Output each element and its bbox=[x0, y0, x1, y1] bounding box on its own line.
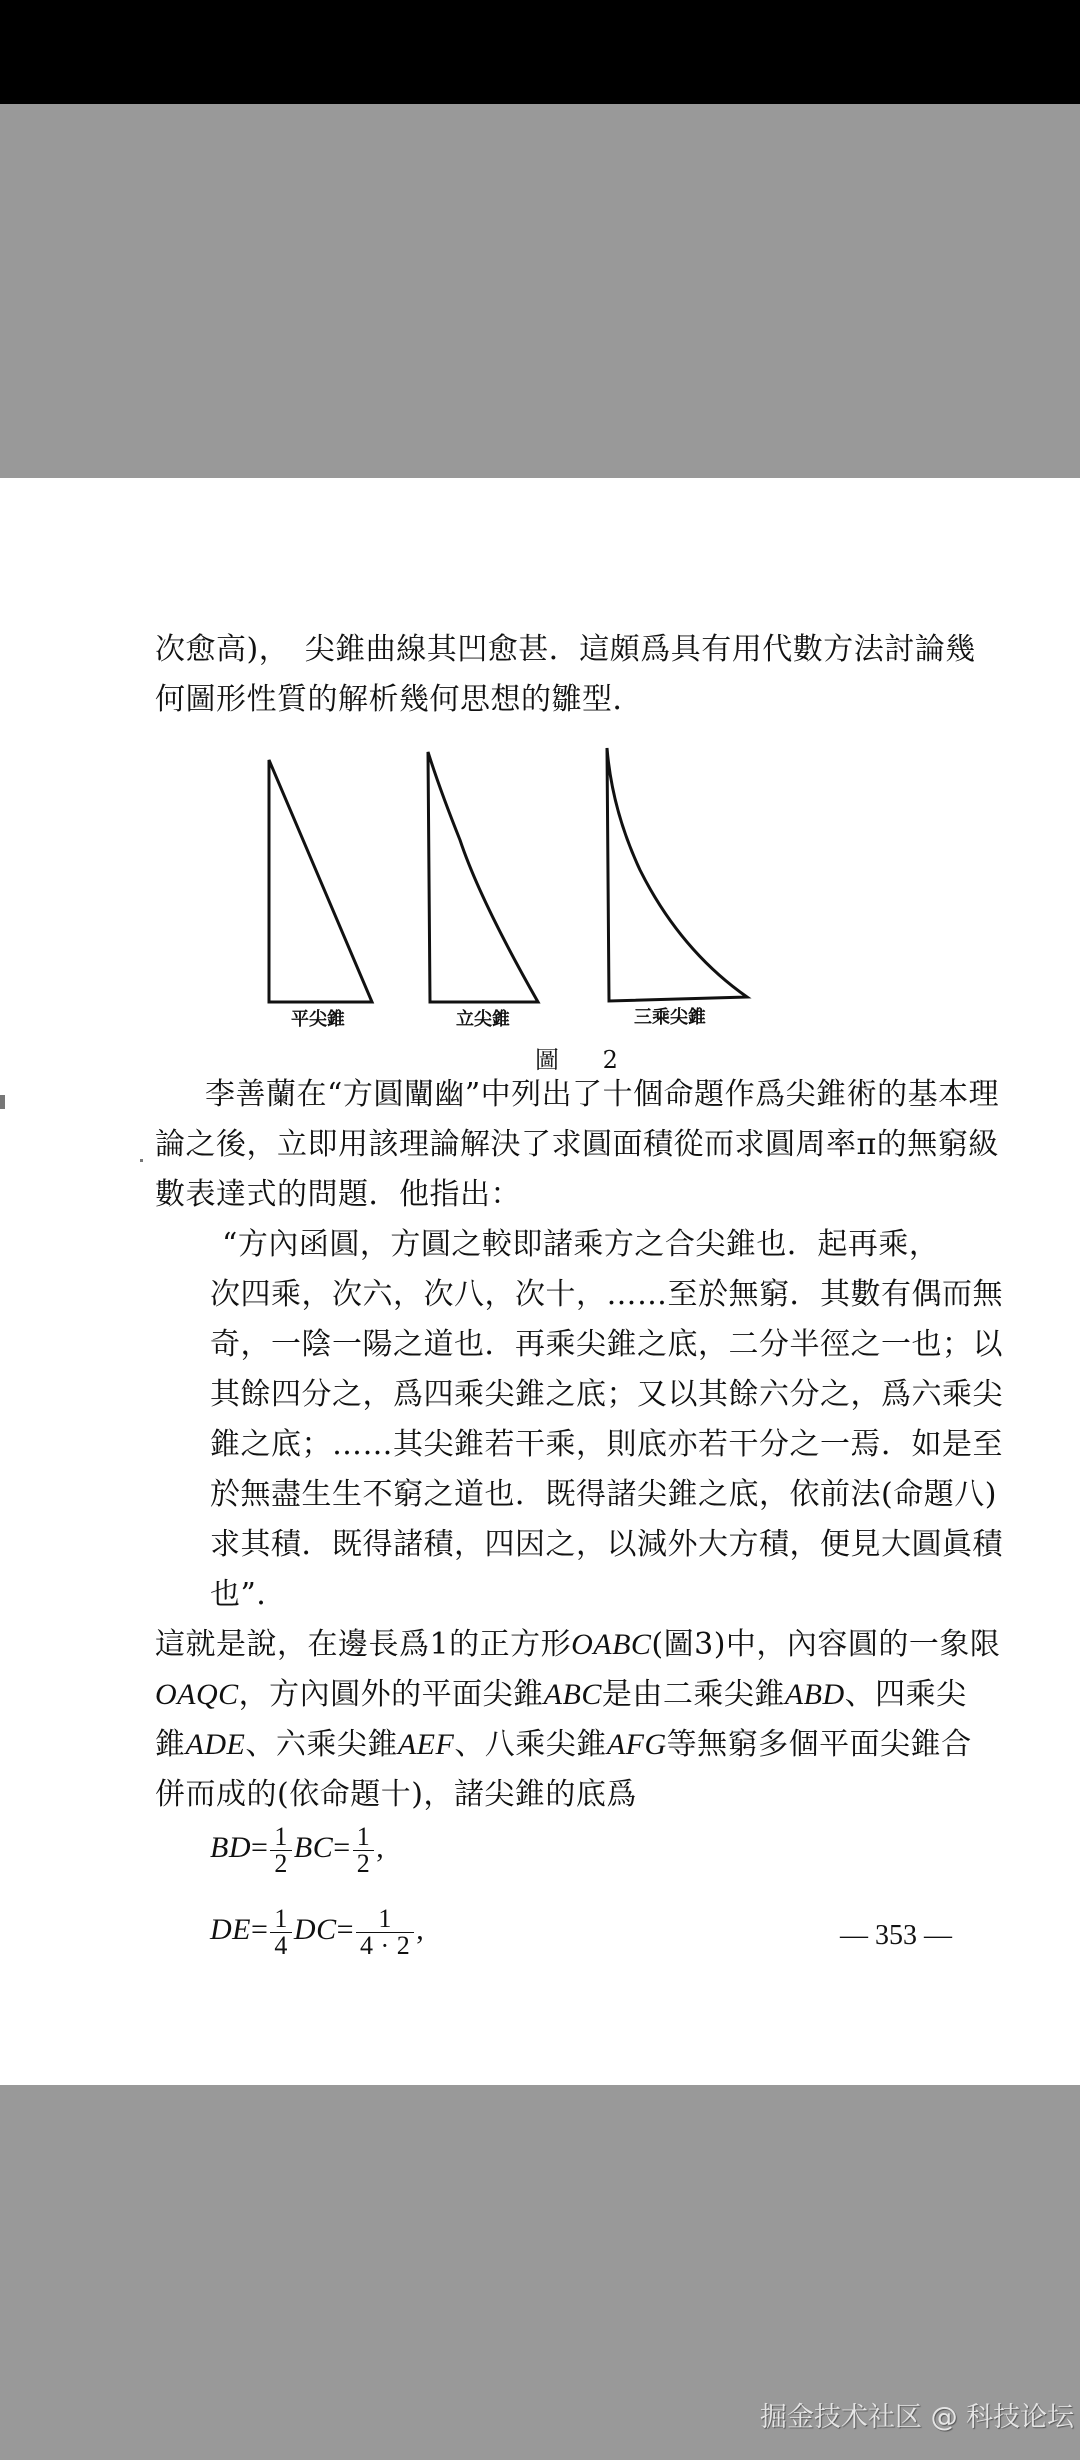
status-bar bbox=[0, 0, 1080, 104]
flat-cone-shape bbox=[269, 760, 372, 1002]
denominator: 4 · 2 bbox=[360, 1930, 411, 1960]
quote-line-5: 錐之底；……其尖錐若干乘，則底亦若干分之一焉．如是至 bbox=[210, 1427, 1003, 1462]
main-line-1: 李善蘭在“方圓闡幽”中列出了十個命題作爲尖錐術的基本理 bbox=[205, 1077, 1000, 1112]
punct: , bbox=[416, 1913, 425, 1946]
punct: , bbox=[376, 1831, 385, 1864]
numerator: 1 bbox=[356, 1906, 414, 1933]
quote-line-2: 次四乘，次六，次八，次十，……至於無窮．其數有偶而無 bbox=[210, 1277, 1003, 1312]
denominator: 2 bbox=[356, 1848, 371, 1878]
quote-line-6: 於無盡生生不窮之道也．既得諸尖錐之底，依前法(命題八) bbox=[210, 1477, 997, 1512]
math-symbol: AFG bbox=[606, 1728, 667, 1761]
math-symbol: ABC bbox=[543, 1678, 602, 1711]
explain-line-3 bbox=[155, 1725, 972, 1765]
solid-cone-shape bbox=[428, 752, 538, 1002]
figure-caption: 圖 2 bbox=[535, 1046, 636, 1074]
text: (圖3)中，內容圓的一象限 bbox=[651, 1627, 1001, 1662]
text: 、六乘尖錐 bbox=[245, 1727, 398, 1762]
quote-line-3: 奇，一陰一陽之道也．再乘尖錐之底，二分半徑之一也；以 bbox=[210, 1327, 1003, 1362]
text: ，方內圓外的平面尖錐 bbox=[238, 1677, 544, 1712]
equation-de: DE= $\frac{1}{4}$ DC= $\frac{1}{4 \cdot 2}$ , bbox=[210, 1903, 425, 1960]
math-symbol: ADE bbox=[185, 1728, 246, 1761]
equation-bd: BD= $\frac{1}{2}$ BC= $\frac{1}{2}$ , bbox=[210, 1821, 385, 1878]
explain-line-1 bbox=[155, 1625, 1000, 1665]
viewer-background-top bbox=[0, 104, 1080, 478]
numerator: 1 bbox=[270, 1824, 292, 1851]
eq-mid: BC bbox=[293, 1831, 334, 1864]
label-cubic-cone: 三乘尖錐 bbox=[634, 1007, 706, 1028]
denominator: 4 bbox=[274, 1930, 288, 1960]
math-symbol: OAQC bbox=[155, 1678, 239, 1711]
intro-line-2: 何圖形性質的解析幾何思想的雛型． bbox=[155, 682, 643, 717]
explain-line-2 bbox=[155, 1675, 967, 1715]
intro-line-1: 次愈高)， 尖錐曲線其凹愈甚．這頗爲具有用代數方法討論幾 bbox=[155, 632, 976, 667]
eq-lhs: DE bbox=[210, 1913, 251, 1946]
denominator: 2 bbox=[274, 1848, 288, 1878]
quote-line-1: “方內函圓，方圓之較即諸乘方之合尖錐也．起再乘， bbox=[222, 1227, 940, 1262]
scan-artifact bbox=[140, 1159, 143, 1162]
figure-2 bbox=[240, 730, 880, 1030]
label-flat-cone: 平尖錐 bbox=[291, 1009, 345, 1030]
explain-line-4: 併而成的(依命題十)，諸尖錐的底爲 bbox=[155, 1777, 637, 1812]
math-symbol: AEF bbox=[397, 1728, 455, 1761]
main-line-2: 論之後，立即用該理論解決了求圓面積從而求圓周率π的無窮級 bbox=[155, 1127, 999, 1162]
cubic-cone-shape bbox=[607, 748, 747, 1001]
scan-artifact bbox=[0, 1095, 5, 1109]
text: 、四乘尖 bbox=[844, 1677, 967, 1712]
text: 這就是說，在邊長爲1的正方形 bbox=[155, 1627, 572, 1662]
label-solid-cone: 立尖錐 bbox=[456, 1009, 510, 1030]
page-number: — 353 — bbox=[840, 1920, 952, 1951]
math-symbol: ABD bbox=[784, 1678, 845, 1711]
text: 錐 bbox=[155, 1727, 186, 1762]
text: 是由二乘尖錐 bbox=[601, 1677, 785, 1712]
quote-line-7: 求其積．既得諸積，四因之，以減外大方積，便見大圓眞積 bbox=[210, 1527, 1003, 1562]
numerator: 1 bbox=[353, 1824, 375, 1851]
quote-line-8: 也”． bbox=[210, 1577, 287, 1612]
eq-mid: DC bbox=[293, 1913, 337, 1946]
main-line-3: 數表達式的問題．他指出： bbox=[155, 1177, 521, 1212]
cusp-cones-diagram bbox=[240, 730, 880, 1030]
math-symbol: OABC bbox=[571, 1628, 652, 1661]
text: 等無窮多個平面尖錐合 bbox=[666, 1727, 972, 1762]
eq-lhs: BD bbox=[210, 1831, 251, 1864]
text: 、八乘尖錐 bbox=[454, 1727, 607, 1762]
numerator: 1 bbox=[270, 1906, 292, 1933]
quote-line-4: 其餘四分之，爲四乘尖錐之底；又以其餘六分之，爲六乘尖 bbox=[210, 1377, 1003, 1412]
watermark: 掘金技术社区 @ 科技论坛 bbox=[760, 2402, 1075, 2433]
